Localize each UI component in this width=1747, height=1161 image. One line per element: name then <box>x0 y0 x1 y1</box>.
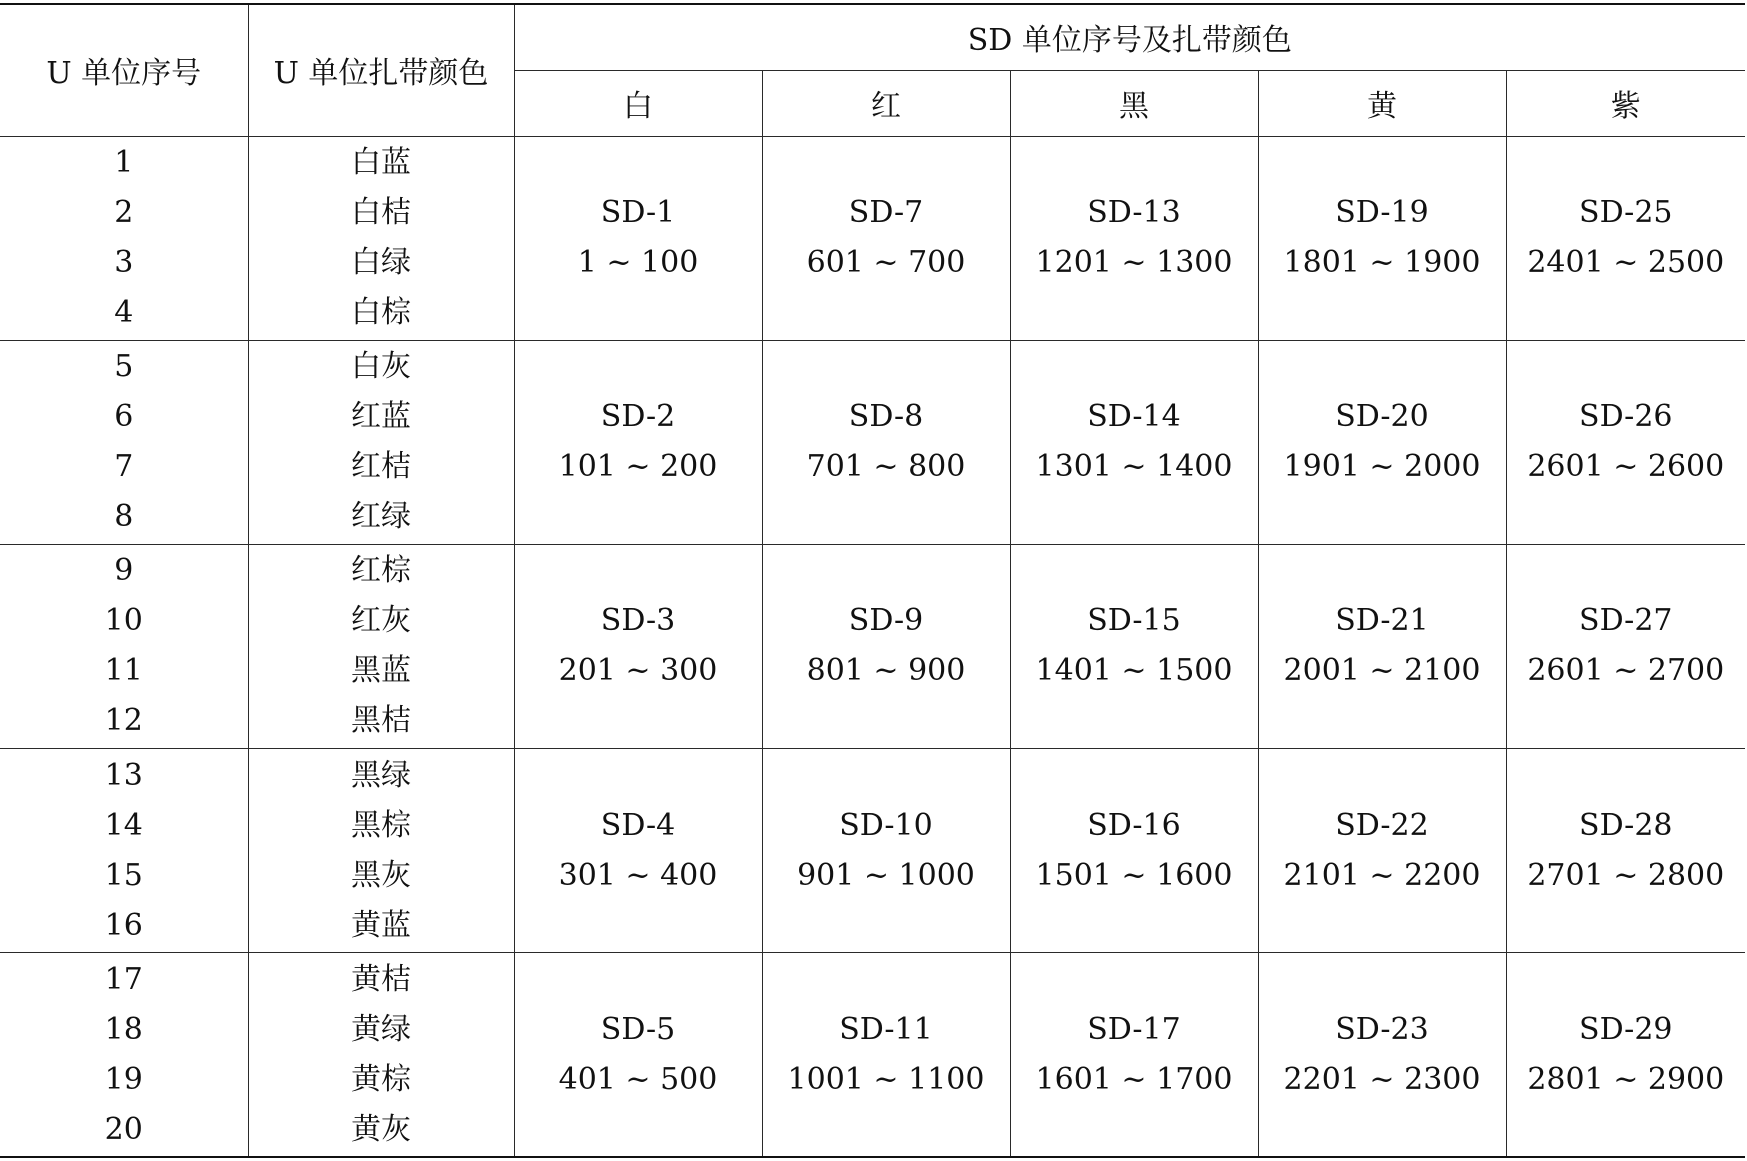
sd-cell <box>1506 544 1745 748</box>
sd-cell <box>1010 544 1258 748</box>
header-sd-color-white: 白 <box>514 70 762 136</box>
header-u-index: U 单位序号 <box>0 4 248 136</box>
sd-id: SD-2 <box>600 399 676 435</box>
sd-id: SD-21 <box>1335 603 1429 639</box>
u-number: 9 <box>114 553 134 589</box>
sd-cell <box>1258 953 1506 1157</box>
sd-range: 2401 ~ 2500 <box>1527 245 1725 281</box>
sd-cell <box>1010 136 1258 340</box>
u-color: 黄棕 <box>351 1061 411 1097</box>
sd-cell <box>762 953 1010 1157</box>
sd-id: SD-13 <box>1087 195 1181 231</box>
u-color: 黑蓝 <box>351 653 411 689</box>
sd-range: 101 ~ 200 <box>558 449 718 485</box>
u-color-cell <box>248 953 514 1157</box>
sd-cell <box>514 340 762 544</box>
sd-id: SD-19 <box>1335 195 1429 231</box>
sd-range: 2601 ~ 2600 <box>1527 449 1725 485</box>
u-color: 白蓝 <box>351 145 411 181</box>
header-sd-color-red: 红 <box>762 70 1010 136</box>
sd-range: 1601 ~ 1700 <box>1035 1061 1233 1097</box>
u-number: 2 <box>114 195 134 231</box>
sd-id: SD-23 <box>1335 1011 1429 1047</box>
u-number: 14 <box>104 807 143 843</box>
sd-id: SD-1 <box>600 195 676 231</box>
sd-unit-color-table <box>0 3 1745 1158</box>
sd-range: 1901 ~ 2000 <box>1283 449 1481 485</box>
sd-id: SD-11 <box>839 1011 933 1047</box>
sd-cell <box>514 136 762 340</box>
sd-range: 601 ~ 700 <box>806 245 966 281</box>
table-row <box>0 544 1745 748</box>
u-number: 8 <box>114 499 134 535</box>
u-number: 10 <box>104 603 143 639</box>
sd-cell <box>1010 953 1258 1157</box>
sd-id: SD-28 <box>1579 807 1673 843</box>
u-number: 4 <box>114 295 134 331</box>
u-number: 18 <box>104 1011 143 1047</box>
u-number: 1 <box>114 145 134 181</box>
sd-id: SD-26 <box>1579 399 1673 435</box>
u-color: 黄灰 <box>351 1111 411 1147</box>
sd-id: SD-7 <box>848 195 924 231</box>
sd-range: 201 ~ 300 <box>558 653 718 689</box>
header-sd-color-black: 黑 <box>1010 70 1258 136</box>
sd-id: SD-5 <box>600 1011 676 1047</box>
sd-cell <box>1506 953 1745 1157</box>
sd-cell <box>1258 544 1506 748</box>
sd-cell <box>762 544 1010 748</box>
sd-range: 1501 ~ 1600 <box>1035 857 1233 893</box>
sd-range: 2701 ~ 2800 <box>1527 857 1725 893</box>
u-color: 黑棕 <box>351 807 411 843</box>
u-color: 红灰 <box>351 603 411 639</box>
u-number-cell <box>0 953 248 1157</box>
u-number: 13 <box>104 757 143 793</box>
sd-range: 301 ~ 400 <box>558 857 718 893</box>
sd-cell <box>1258 749 1506 953</box>
u-color: 白绿 <box>351 245 411 281</box>
header-sd-color-purple: 紫 <box>1506 70 1745 136</box>
sd-cell <box>1506 136 1745 340</box>
u-number: 19 <box>104 1061 143 1097</box>
sd-id: SD-27 <box>1579 603 1673 639</box>
u-number: 16 <box>104 907 143 943</box>
sd-cell <box>1010 340 1258 544</box>
sd-cell <box>1258 340 1506 544</box>
sd-id: SD-9 <box>848 603 924 639</box>
header-sd-group: SD 单位序号及扎带颜色 <box>514 4 1745 70</box>
u-color: 黄桔 <box>351 961 411 997</box>
sd-range: 1301 ~ 1400 <box>1035 449 1233 485</box>
u-number-cell <box>0 340 248 544</box>
u-number-cell <box>0 544 248 748</box>
table-row <box>0 953 1745 1157</box>
u-color: 红棕 <box>351 553 411 589</box>
sd-id: SD-10 <box>839 807 933 843</box>
sd-id: SD-16 <box>1087 807 1181 843</box>
u-number-cell <box>0 749 248 953</box>
sd-range: 701 ~ 800 <box>806 449 966 485</box>
u-color: 红绿 <box>351 499 411 535</box>
u-number: 15 <box>104 857 143 893</box>
u-number: 7 <box>114 449 134 485</box>
sd-range: 2001 ~ 2100 <box>1283 653 1481 689</box>
table-row <box>0 749 1745 953</box>
sd-range: 1 ~ 100 <box>577 245 699 281</box>
sd-cell <box>762 340 1010 544</box>
u-number: 11 <box>104 653 143 689</box>
sd-id: SD-25 <box>1579 195 1673 231</box>
u-number: 5 <box>114 349 134 385</box>
sd-id: SD-20 <box>1335 399 1429 435</box>
u-color: 白灰 <box>351 349 411 385</box>
sd-cell <box>1010 749 1258 953</box>
sd-cell <box>1506 340 1745 544</box>
u-number: 6 <box>114 399 134 435</box>
sd-id: SD-14 <box>1087 399 1181 435</box>
u-number: 17 <box>104 961 143 997</box>
sd-range: 1001 ~ 1100 <box>787 1061 985 1097</box>
sd-id: SD-29 <box>1579 1011 1673 1047</box>
header-sd-color-yellow: 黄 <box>1258 70 1506 136</box>
sd-id: SD-4 <box>600 807 676 843</box>
sd-cell <box>1506 749 1745 953</box>
u-color: 黄蓝 <box>351 907 411 943</box>
sd-range: 2201 ~ 2300 <box>1283 1061 1481 1097</box>
u-color-cell <box>248 544 514 748</box>
sd-range: 401 ~ 500 <box>558 1061 718 1097</box>
u-color: 白棕 <box>351 295 411 331</box>
u-number: 12 <box>104 703 143 739</box>
u-color: 黑桔 <box>351 703 411 739</box>
sd-range: 1401 ~ 1500 <box>1035 653 1233 689</box>
sd-id: SD-17 <box>1087 1011 1181 1047</box>
sd-cell <box>514 544 762 748</box>
sd-id: SD-15 <box>1087 603 1181 639</box>
sd-id: SD-3 <box>600 603 676 639</box>
u-color-cell <box>248 340 514 544</box>
u-color: 白桔 <box>351 195 411 231</box>
sd-cell <box>514 953 762 1157</box>
sd-range: 1201 ~ 1300 <box>1035 245 1233 281</box>
header-u-color: U 单位扎带颜色 <box>248 4 514 136</box>
sd-range: 801 ~ 900 <box>806 653 966 689</box>
u-number-cell <box>0 136 248 340</box>
u-color: 黑灰 <box>351 857 411 893</box>
u-color-cell <box>248 136 514 340</box>
sd-range: 2801 ~ 2900 <box>1527 1061 1725 1097</box>
u-number: 20 <box>104 1111 143 1147</box>
sd-id: SD-8 <box>848 399 924 435</box>
u-color: 黑绿 <box>351 757 411 793</box>
sd-range: 1801 ~ 1900 <box>1283 245 1481 281</box>
u-number: 3 <box>114 245 134 281</box>
sd-range: 2601 ~ 2700 <box>1527 653 1725 689</box>
sd-cell <box>514 749 762 953</box>
sd-id: SD-22 <box>1335 807 1429 843</box>
sd-cell <box>762 136 1010 340</box>
table-row <box>0 136 1745 340</box>
sd-cell <box>762 749 1010 953</box>
sd-range: 2101 ~ 2200 <box>1283 857 1481 893</box>
u-color: 黄绿 <box>351 1011 411 1047</box>
u-color: 红蓝 <box>351 399 411 435</box>
sd-cell <box>1258 136 1506 340</box>
table-row <box>0 340 1745 544</box>
u-color-cell <box>248 749 514 953</box>
sd-range: 901 ~ 1000 <box>797 857 975 893</box>
u-color: 红桔 <box>351 449 411 485</box>
